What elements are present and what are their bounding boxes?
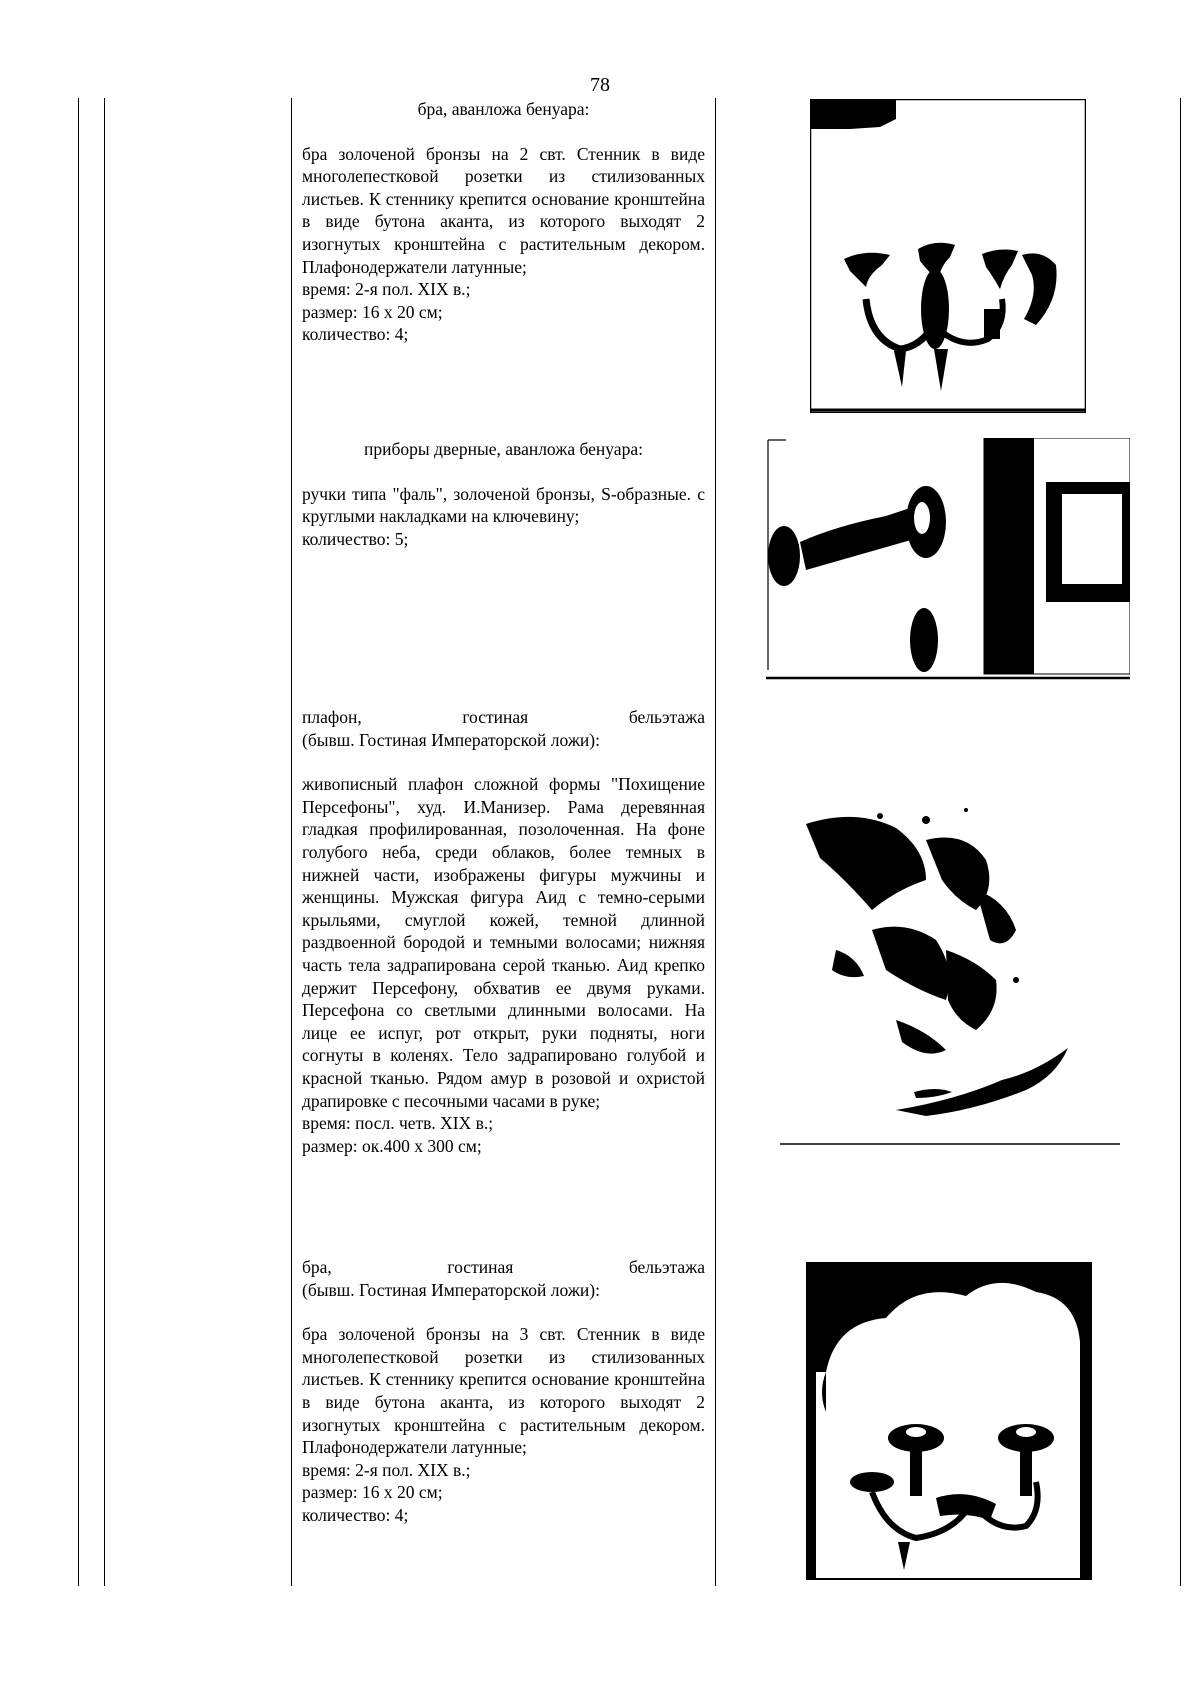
table-column-divider-2	[715, 98, 716, 1586]
table-column-divider	[291, 98, 292, 1586]
entry-title-line1: плафон, гостиная бельэтажа	[302, 707, 705, 727]
entry-size: размер: ок.400 х 300 см;	[302, 1135, 482, 1156]
photo-ceiling-painting-persephone	[776, 780, 1122, 1146]
entry-title-line1: бра, гостиная бельэтажа	[302, 1257, 705, 1277]
entry-title: бра, аванложа бенуара:	[417, 99, 590, 119]
entry-description: бра золоченой бронзы на 2 свт. Стенник в виде многолепестковой розетки из стилизованных листьев. К стеннику крепится основание кронштейна в виде бутона аканта, из которого выходят 2 изогнутых кронштейна с растительным декором. Плафонодержатели латунные;	[302, 143, 705, 277]
entry-quantity: количество: 4;	[302, 324, 409, 345]
entry-description: живописный плафон сложной формы "Похищение Персефоны", худ. И.Манизер. Рама деревянная гладкая профилированная, позолоченная. На фоне голубого неба, среди облаков, более темных в нижней части, изображены фигуры мужчины и женщины. Мужская фигура Аид с темно-серыми крыльями, смуглой кожей, темной длинной раздвоенной бородой и темными волосами; нижняя часть тела задрапирована серой тканью. Аид крепко держит Персефону, обхватив ее двумя руками. Персефона со светлыми длинными волосами. На лице ее испуг, рот открыт, руки подняты, ноги согнуты в коленях. Тело задрапировано голубой и красной тканью. Рядом амур в розовой и охристой драпировке с песочными часами в руке;	[302, 774, 705, 1111]
entry-size: размер: 16 х 20 см;	[302, 301, 443, 322]
table-border-right	[1180, 98, 1181, 1586]
entry-title: приборы дверные, аванложа бенуара:	[364, 439, 643, 459]
entry-quantity: количество: 4;	[302, 1504, 409, 1525]
entry-wall-sconce-avanlozha	[302, 98, 705, 346]
entry-title-line2: (бывш. Гостиная Императорской ложи):	[302, 729, 600, 750]
entry-description: ручки типа "фаль", золоченой бронзы, S-образные. с круглыми накладками на ключевину;	[302, 483, 705, 527]
entry-quantity: количество: 5;	[302, 528, 409, 549]
entry-title-line2: (бывш. Гостиная Императорской ложи):	[302, 1279, 600, 1300]
entry-time: время: 2-я пол. XIX в.;	[302, 1459, 471, 1480]
table-border-left-outer	[78, 98, 79, 1586]
photo-door-handle	[766, 438, 1130, 682]
entry-time: время: 2-я пол. XIX в.;	[302, 279, 471, 300]
photo-wall-sconce-3-lights	[806, 1262, 1092, 1580]
entry-time: время: посл. четв. XIX в.;	[302, 1113, 494, 1134]
entry-wall-sconce-gostinaya	[302, 1256, 705, 1527]
entry-ceiling-painting	[302, 706, 705, 1157]
table-border-left-inner	[104, 98, 105, 1586]
entry-door-fittings	[302, 438, 705, 550]
page-number: 78	[590, 74, 610, 96]
entry-description: бра золоченой бронзы на 3 свт. Стенник в виде многолепестковой розетки из стилизованных листьев. К стеннику крепится основание кронштейна в виде бутона аканта, из которого выходят 2 изогнутых кронштейна с растительным декором. Плафонодержатели латунные;	[302, 1324, 705, 1458]
entry-size: размер: 16 х 20 см;	[302, 1482, 443, 1503]
photo-wall-sconce-2-lights	[810, 99, 1086, 413]
